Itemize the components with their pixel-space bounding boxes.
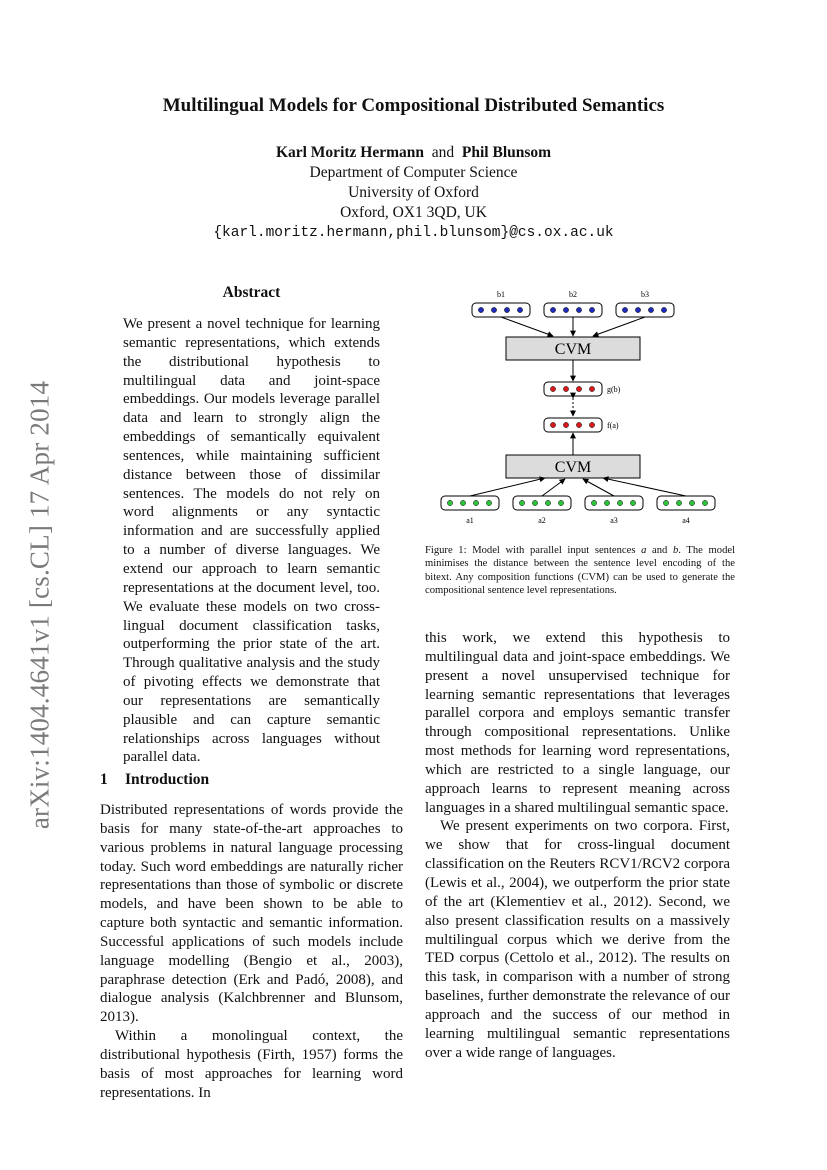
arrow xyxy=(542,479,565,496)
right-paragraph-1: this work, we extend this hypothesis to multilingual data and joint-space embeddings. We present a novel unsupervised technique for learning semantic representations that leverages parallel corpora and employs semantic transfer through compositional representations. Unlike most methods for learning word representations, which are restricted to a single language, our approach learns to represent meaning across languages in a shared multilingual semantic space. xyxy=(425,630,730,816)
intro-right-column xyxy=(425,629,730,1062)
vector-dot xyxy=(563,422,568,427)
arxiv-identifier xyxy=(18,370,62,840)
author-email: {karl.moritz.hermann,phil.blunsom}@cs.ox.ac.uk xyxy=(213,225,614,241)
word-vector-b3 xyxy=(616,303,674,317)
author-block xyxy=(0,143,827,243)
vector-dot xyxy=(486,500,491,505)
figure-caption xyxy=(425,544,735,597)
vector-dot xyxy=(491,307,496,312)
vector-dot xyxy=(517,307,522,312)
author-university: University of Oxford xyxy=(348,184,479,201)
arrow xyxy=(501,317,553,336)
sentence-vector-fa xyxy=(544,418,602,432)
arrow xyxy=(603,478,686,496)
paper-title: Multilingual Models for Compositional Distributed Semantics xyxy=(162,95,665,116)
caption-prefix: Figure 1: Model with parallel input sentences xyxy=(425,545,642,556)
author-name-1: Karl Moritz Hermann xyxy=(275,144,425,161)
caption-var-a: a xyxy=(641,545,647,556)
vector-dot xyxy=(558,500,563,505)
arrow xyxy=(583,479,614,496)
author-address: Oxford, OX1 3QD, UK xyxy=(340,204,487,221)
abstract-text: We present a novel technique for learning semantic representations, which extends the distributional hypothesis to multilingual data and joint-space embeddings. Our models leverage parallel data and learn to strongly align the embeddings of semantically equivalent sentences, while maintaining sufficient distance between those of dissimilar sentences. The models do not rely on word alignments or any syntactic information and are successfully applied to a number of diverse languages. We extend our approach to learn semantic representations at the document level, too. We evaluate these models on two cross-lingual document classification tasks, outperforming the prior state of the art. Through qualitative analysis and the study of pivoting effects we demonstrate that our representations are semantically plausible and can capture semantic relationships across languages without parallel data. xyxy=(123,316,380,766)
vector-dot xyxy=(591,500,596,505)
vector-dot xyxy=(550,307,555,312)
vector-dot xyxy=(663,500,668,505)
vector-dot xyxy=(676,500,681,505)
vector-dot xyxy=(576,386,581,391)
right-paragraph-2: We present experiments on two corpora. First, we show that for cross-lingual document classification on the Reuters RCV1/RCV2 corpora (Lewis et al., 2004), we outperform the prior state of the art (Klementiev et al., 2012). Second, we also present classification results on a massively multilingual corpus which we derive from the TED corpus (Cettolo et al., 2012). The results on this task, in comparison with a number of strong baselines, further demonstrate the relevance of our approach and the success of our method in learning multilingual semantic representations over a wide range of languages. xyxy=(425,818,730,1061)
vector-dot xyxy=(460,500,465,505)
label-b3: b3 xyxy=(641,290,649,299)
intro-left-column xyxy=(100,801,403,1103)
arrow xyxy=(470,478,545,496)
vector-dot xyxy=(589,386,594,391)
label-a3: a3 xyxy=(610,516,618,525)
label-a4: a4 xyxy=(682,516,690,525)
label-b1: b1 xyxy=(497,290,505,299)
vector-dot xyxy=(622,307,627,312)
sentence-vector-gb xyxy=(544,382,602,396)
label-gb: g(b) xyxy=(607,385,621,394)
model-diagram xyxy=(425,284,735,544)
vector-dot xyxy=(617,500,622,505)
abstract-heading: Abstract xyxy=(222,284,281,301)
vector-dot xyxy=(545,500,550,505)
word-vector-b1 xyxy=(472,303,530,317)
author-name-2: Phil Blunsom xyxy=(461,144,552,161)
vector-dot xyxy=(478,307,483,312)
vector-dot xyxy=(550,422,555,427)
intro-paragraph-2: Within a monolingual context, the distributional hypothesis (Firth, 1957) forms the basis of most approaches for learning word representations. In xyxy=(100,1028,403,1101)
vector-dot xyxy=(504,307,509,312)
author-department: Department of Computer Science xyxy=(309,164,518,181)
intro-paragraph-1: Distributed representations of words provide the basis for many state-of-the-art approaches to various problems in natural language processing today. Such word embeddings are naturally richer representations than those of symbolic or discrete models, and have been shown to be able to capture both syntactic and semantic information. Successful applications of such models include language modelling (Bengio et al., 2003), paraphrase detection (Erk and Padó, 2008), and dialogue analysis (Kalchbrenner and Blunsom, 2013). xyxy=(100,802,403,1026)
vector-dot xyxy=(689,500,694,505)
word-vector-a1 xyxy=(441,496,499,510)
vector-dot xyxy=(635,307,640,312)
section-number: 1 xyxy=(100,771,108,788)
vector-dot xyxy=(447,500,452,505)
vector-dot xyxy=(532,500,537,505)
vector-dot xyxy=(563,307,568,312)
section-title: Introduction xyxy=(125,771,210,788)
author-conjunction: and xyxy=(431,144,455,161)
vector-dot xyxy=(630,500,635,505)
vector-dot xyxy=(661,307,666,312)
vector-dot xyxy=(519,500,524,505)
arrow xyxy=(593,317,645,336)
caption-rest: . The model minimises the distance between the sentence level encoding of the bitext. Any composition functions (CVM) can be used to generate the compositional sentence level representations. xyxy=(425,545,736,596)
vector-dot xyxy=(589,307,594,312)
vector-dot xyxy=(473,500,478,505)
label-fa: f(a) xyxy=(607,421,619,430)
vector-dot xyxy=(576,422,581,427)
label-b2: b2 xyxy=(569,290,577,299)
vector-dot xyxy=(550,386,555,391)
cvm-label-bottom: CVM xyxy=(554,459,592,476)
label-a2: a2 xyxy=(538,516,546,525)
vector-dot xyxy=(563,386,568,391)
vector-dot xyxy=(702,500,707,505)
figure-1 xyxy=(425,284,735,544)
label-a1: a1 xyxy=(466,516,474,525)
vector-dot xyxy=(589,422,594,427)
section-heading xyxy=(100,771,209,789)
word-vector-a4 xyxy=(657,496,715,510)
cvm-label-top: CVM xyxy=(554,341,592,358)
vector-dot xyxy=(576,307,581,312)
word-vector-b2 xyxy=(544,303,602,317)
arxiv-identifier-text: arXiv:1404.4641v1 [cs.CL] 17 Apr 2014 xyxy=(24,380,55,830)
word-vector-a3 xyxy=(585,496,643,510)
vector-dot xyxy=(648,307,653,312)
word-vector-a2 xyxy=(513,496,571,510)
caption-var-b: b xyxy=(673,545,679,556)
vector-dot xyxy=(604,500,609,505)
caption-and: and xyxy=(646,545,673,556)
